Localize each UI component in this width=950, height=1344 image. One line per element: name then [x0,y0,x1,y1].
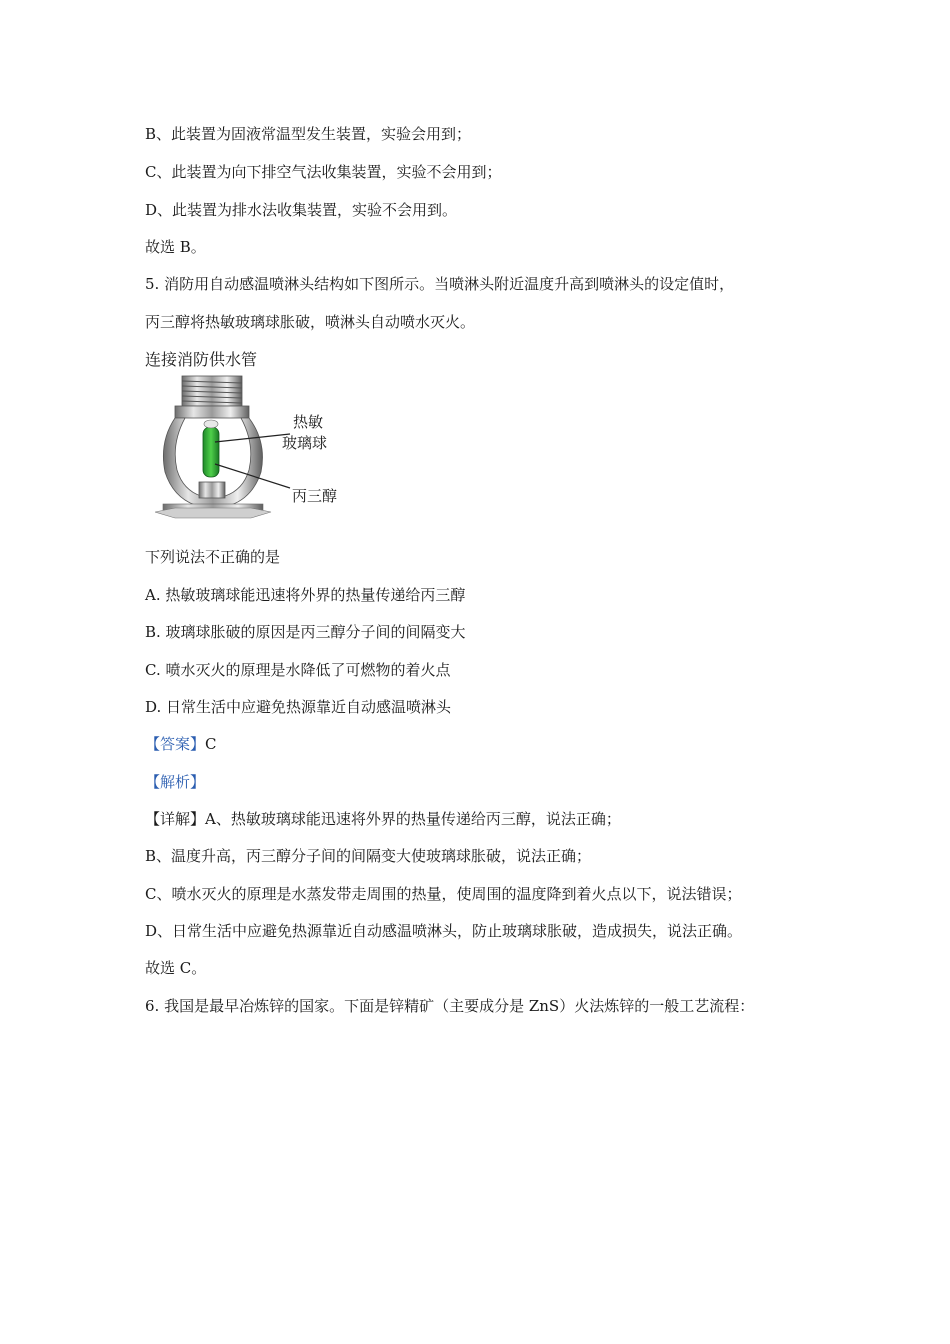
detail-line-d: D、日常生活中应避免热源靠近自动感温喷淋头，防止玻璃球胀破，造成损失，说法正确。 [145,922,743,940]
option-b-analysis-prev: B、此装置为固液常温型发生装置，实验会用到； [145,125,472,143]
figure-caption: 连接消防供水管 [145,350,258,369]
option-d-analysis-prev: D、此装置为排水法收集装置，实验不会用到。 [145,201,458,219]
threaded-connector [175,376,249,418]
question-5-stem-line1: 5. 消防用自动感温喷淋头结构如下图所示。当喷淋头附近温度升高到喷淋头的设定值时， [145,275,735,293]
glass-bulb [203,420,219,477]
label-heat-sensitive: 热敏 [293,413,324,431]
question-5-stem-line2: 丙三醇将热敏玻璃球胀破，喷淋头自动喷水灭火。 [145,313,476,331]
detail-line-b: B、温度升高，丙三醇分子间的间隔变大使玻璃球胀破，说法正确； [145,847,592,865]
label-glass-bulb: 玻璃球 [282,434,328,452]
analysis-tag: 【解析】 [145,773,206,791]
option-c: C. 喷水灭火的原理是水降低了可燃物的着火点 [145,661,451,679]
conclusion-prev: 故选 B。 [145,238,206,256]
answer-line [145,734,217,754]
detail-tag: 【详解】 [145,810,206,828]
question-6-stem: 6. 我国是最早冶炼锌的国家。下面是锌精矿（主要成分是 ZnS）火法炼锌的一般工艺流程： [145,997,755,1015]
question-prompt: 下列说法不正确的是 [145,548,281,566]
answer-tag: 【答案】 [145,735,206,753]
label-glycerol: 丙三醇 [292,487,338,505]
detail-a-text: A、热敏玻璃球能迅速将外界的热量传递给丙三醇，说法正确； [205,810,621,828]
detail-line-a [145,809,621,829]
detail-line-c: C、喷水灭火的原理是水蒸发带走周围的热量，使周围的温度降到着火点以下，说法错误； [145,885,742,903]
answer-value: C [205,735,217,753]
option-c-analysis-prev: C、此装置为向下排空气法收集装置，实验不会用到； [145,163,502,181]
conclusion: 故选 C。 [145,959,207,977]
option-d: D. 日常生活中应避免热源靠近自动感温喷淋头 [145,698,452,716]
option-b: B. 玻璃球胀破的原因是丙三醇分子间的间隔变大 [145,623,466,641]
option-a: A. 热敏玻璃球能迅速将外界的热量传递给丙三醇 [145,586,466,604]
